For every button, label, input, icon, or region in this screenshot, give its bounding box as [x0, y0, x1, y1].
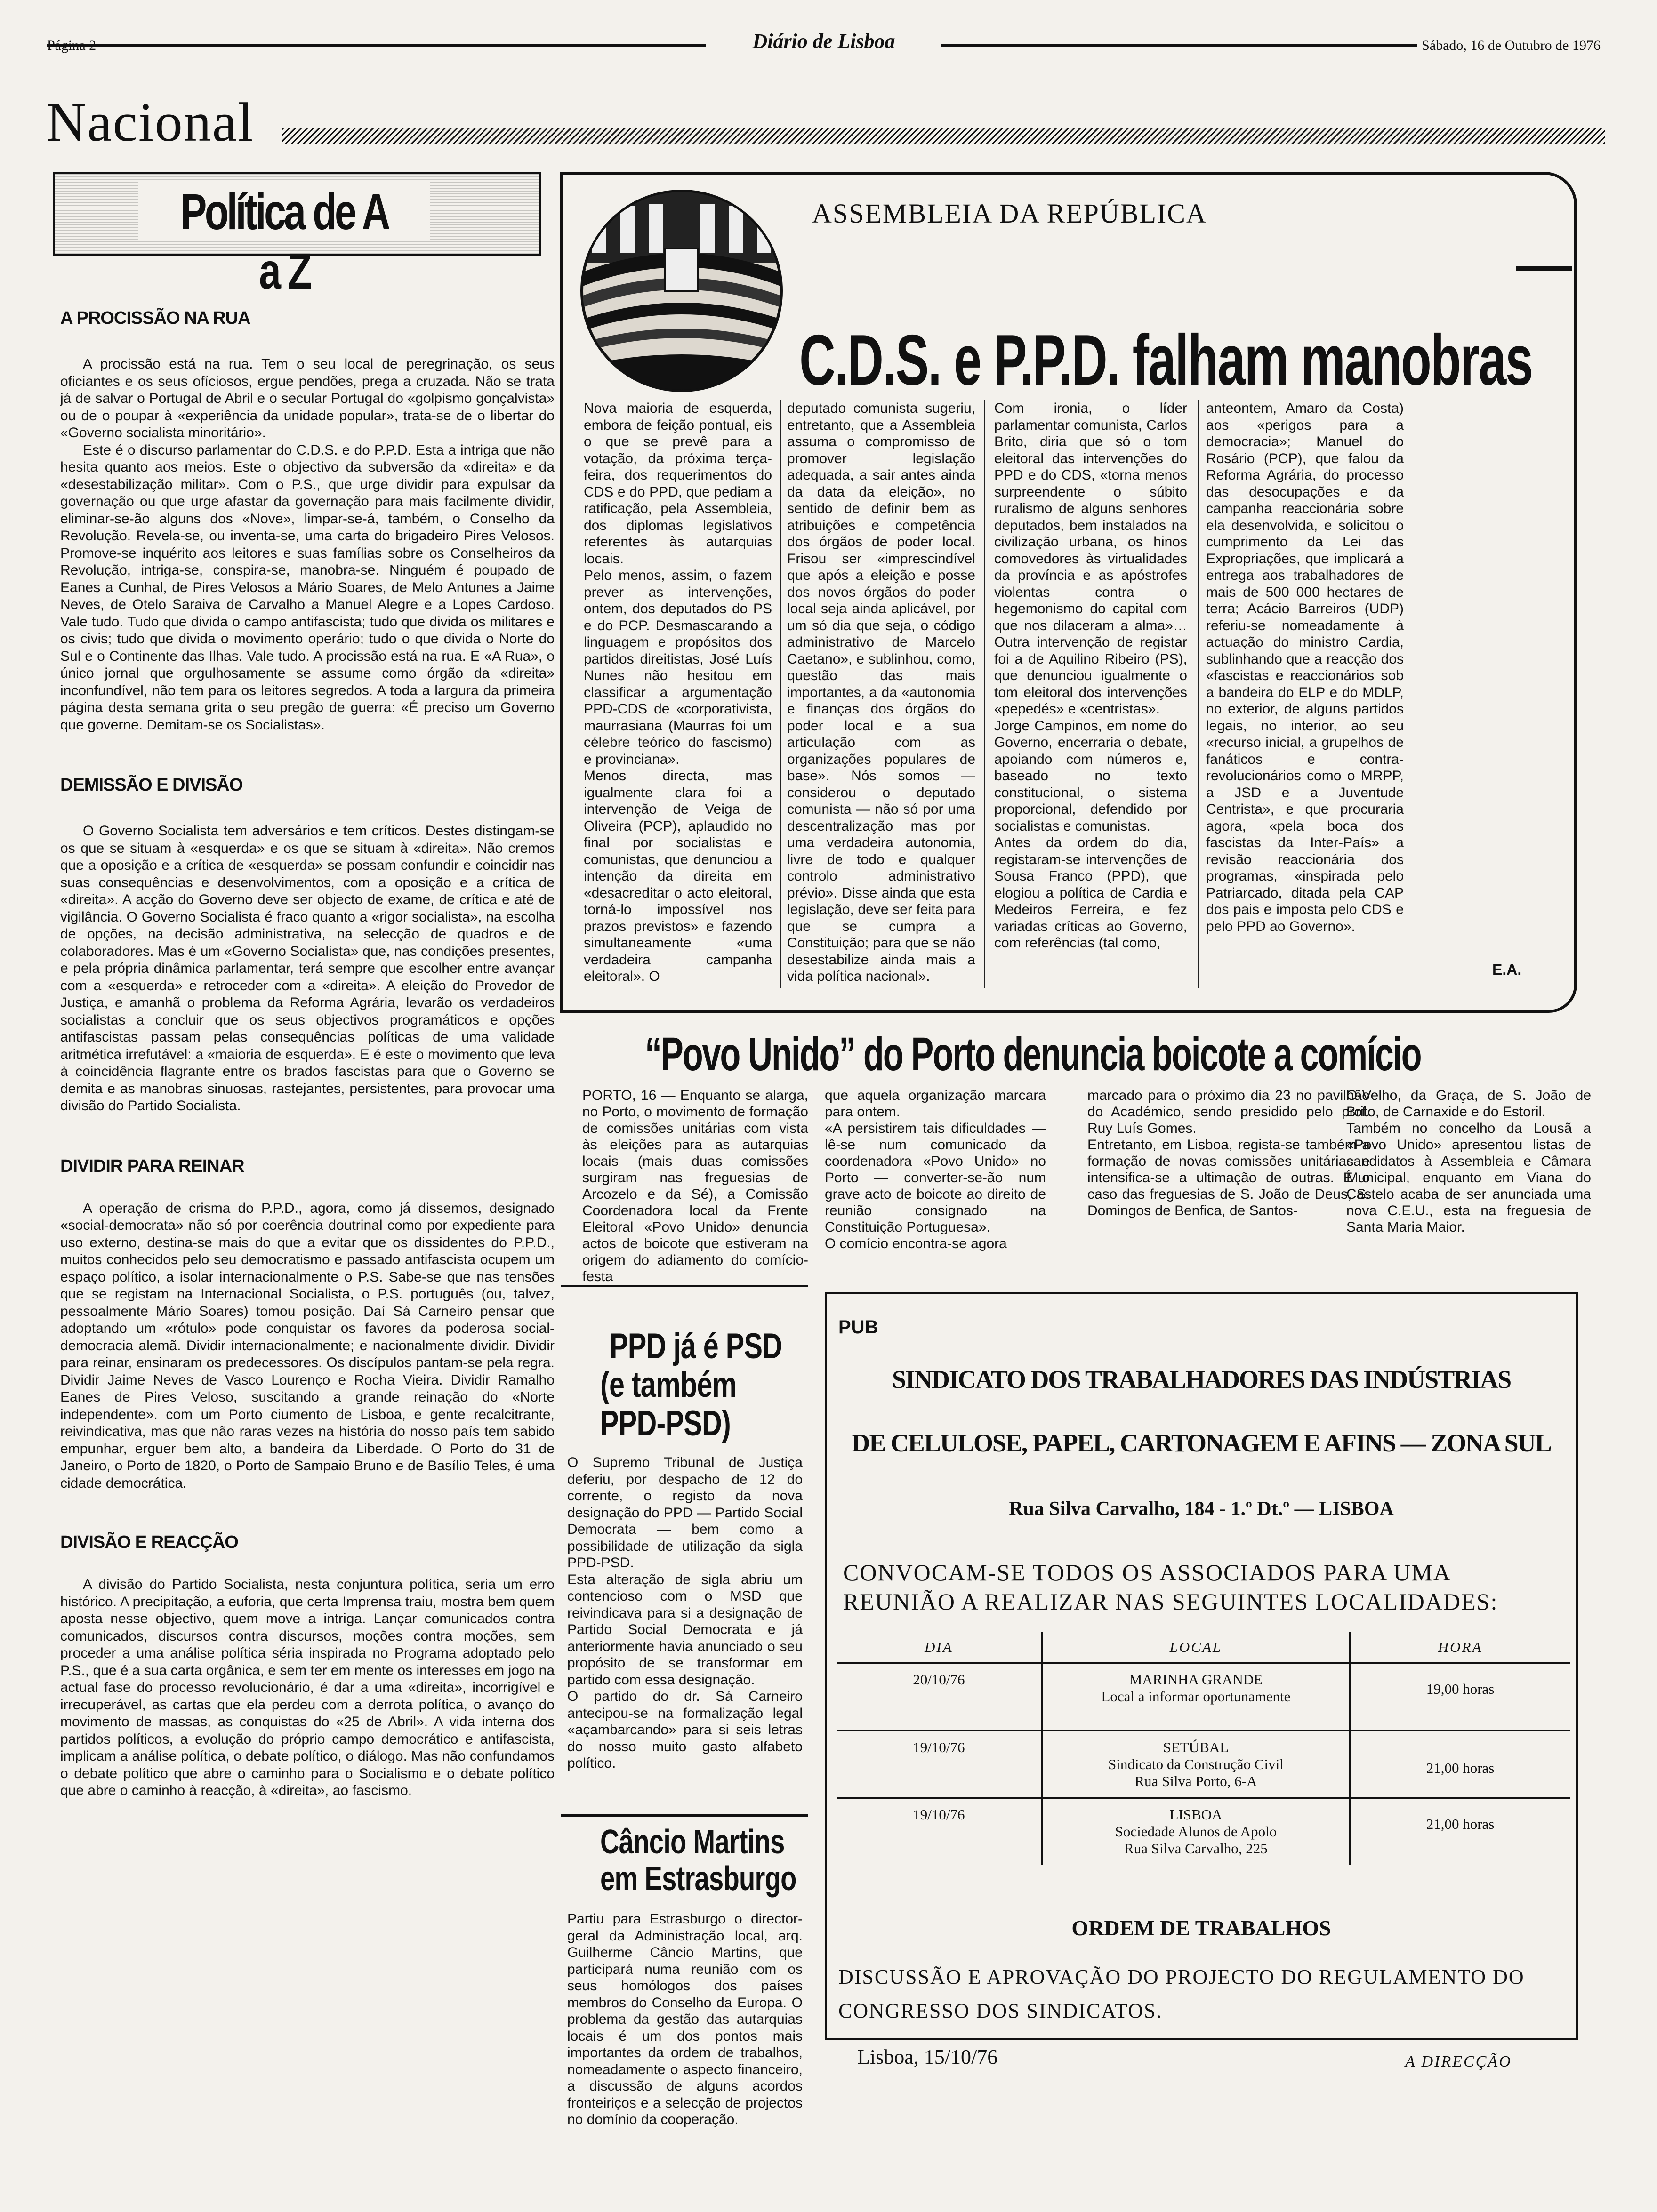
- row-dia: 19/10/76: [837, 1798, 1042, 1865]
- paragraph: A procissão está na rua. Tem o seu local de peregrinação, os seus oficiantes e os seus ofíciosos, ergue pendões, prega a cruzada. Não se trata já de salvar o Portugal de Abril e o secular Portugal do «golpismo gonçalvista» ou de o poupar à «experiência da unidade popular», trata-se de o libertar do «Governo socialista minoritário».: [60, 356, 555, 441]
- assembleia-kicker: ASSEMBLEIA DA REPÚBLICA: [812, 198, 1207, 229]
- section-dividir: [60, 1156, 555, 1492]
- table-row: [837, 1731, 1570, 1798]
- table-header: DIA: [837, 1632, 1042, 1663]
- paragraph: Este é o discurso parlamentar do C.D.S. e do P.P.D. Esta a intriga que não hesita quanto aos meios. Este o objectivo da subversão da «direita» e da «desestabilização militar». Com o P.S., que urge dividir para expulsar da governação ou que urge afastar da governação para mais facilmente dividir, eliminar-se-ão alguns dos «Nove», limpar-se-á, também, o Conselho da Revolução. Revela-se, ou inventa-se, uma carta do brigadeiro Pires Velosos. Promove-se inquérito aos leitores e suas famílias sobre os Conselheiros da Revolução, intriga-se, conspira-se, manobra-se. Ninguém é poupado de Eanes a Cunhal, de Pires Velosos a Mário Soares, de Melo Antunes a Jaime Neves, de Otelo Saraiva de Carvalho a Manuel Alegre e a Lopes Cardoso. Vale tudo. Tudo que divida o campo antifascista; tudo que divida os militares e os civis; tudo que divida o movimento operário; tudo o que divida o Norte do Sul e o Continente das Ilhas. Vale tudo. A procissão está na rua. E «A Rua», o único jornal que orgulhosamente se assume como órgão da «direita» inconfundível, não tem para os leitores segredos. A toda a largura da primeira página desta semana grita o seu pregão de guerra: «É preciso um Governo que governe. Demitam-se os Socialistas».: [60, 442, 555, 733]
- union-address: Rua Silva Carvalho, 184 - 1.º Dt.º — LISBOA: [1009, 1498, 1394, 1520]
- row-local-sub: Rua Silva Carvalho, 225: [1124, 1840, 1268, 1857]
- section-heading: A PROCISSÃO NA RUA: [60, 308, 250, 328]
- meeting-table: [837, 1632, 1570, 1865]
- section-procissao: [60, 308, 555, 734]
- row-local-title: MARINHA GRANDE: [1129, 1671, 1263, 1688]
- section-title: Nacional: [46, 91, 254, 153]
- kicker-rule: [1516, 266, 1572, 271]
- union-name-line2: DE CELULOSE, PAPEL, CARTONAGEM E AFINS — ZONA SUL: [852, 1429, 1551, 1457]
- section-heading: DIVIDIR PARA REINAR: [60, 1156, 244, 1176]
- row-local-sub: Rua Silva Porto, 6-A: [1134, 1773, 1257, 1789]
- row-local-title: LISBOA: [1169, 1806, 1223, 1823]
- row-dia: 19/10/76: [837, 1731, 1042, 1798]
- agenda-text: DISCUSSÃO E APROVAÇÃO DO PROJECTO DO REGULAMENTO DO CONGRESSO DOS SINDICATOS.: [838, 1965, 1525, 2022]
- section-demissao: [60, 775, 555, 1115]
- table-header: HORA: [1350, 1632, 1570, 1663]
- politica-banner-box: [53, 172, 541, 299]
- povo-col-2: que aquela organização marcara para ontem. «A persistirem tais dificuldades — lê-se num comunicado da coordenadora «Povo Unido» no Porto — converter-se-ão num grave acto de boicote ao direito de reunião consignado na Constituição Portuguesa». O comício encontra-se agora: [825, 1088, 1046, 1251]
- row-local-sub: Sindicato da Construção Civil: [1108, 1756, 1284, 1772]
- left-column: [60, 308, 555, 1800]
- section-divisao: [60, 1532, 555, 1800]
- column-divider: [1198, 400, 1199, 988]
- assembleia-col-1: Nova maioria de esquerda, embora de feição pontual, eis o que se prevê para a votação, da próxima terça-feira, dos requerimentos do CDS e do PPD, que pediam a ratificação, pela Assembleia, dos diplomas legislativos referentes às autarquias locais. Pelo menos, assim, o fazem prever as intervenções, ontem, dos deputados do PS e do PCP. Desmascarando a linguagem e propósitos dos partidos direitistas, José Luís Nunes não hesitou em classificar a argumentação PPD-CDS de «corporativista, maurrasiana (Maurras foi um célebre teórico do fascismo) e provinciana». Menos directa, mas igualmente clara foi a intervenção de Veiga de Oliveira (PCP), aplaudido no final por socialistas e comunistas, que denunciou a intenção da direita em «desacreditar o acto eleitoral, torná-lo impossível nos prazos previstos» e fazendo simultaneamente «uma verdadeira campanha eleitoral». O: [584, 401, 772, 984]
- section-hatch-rule: [282, 128, 1605, 144]
- povo-col-3: marcado para o próximo dia 23 no pavilhão do Académico, sendo presidido pelo prof. Ruy Luís Gomes. Entretanto, em Lisboa, regista-se também a formação de novas comissões unitárias e intensifica-se a ultimação de outras. É o caso das freguesias de S. João de Deus, S. Domingos de Benfica, de Santos-: [1087, 1088, 1370, 1218]
- ppd-top-rule: [561, 1285, 808, 1287]
- row-local-title: SETÚBAL: [1163, 1739, 1229, 1755]
- table-row: [837, 1798, 1570, 1865]
- issue-date: Sábado, 16 de Outubro de 1976: [1417, 38, 1601, 54]
- pub-tag: PUB: [838, 1317, 878, 1338]
- agenda-title: ORDEM DE TRABALHOS: [1071, 1916, 1331, 1940]
- assembleia-col-4: anteontem, Amaro da Costa) aos «perigos para a democracia»; Manuel do Rosário (PCP), que falou da Reforma Agrária, do processo das desocupações e da campanha reaccionária sobre ela desenvolvida, e solicitou o cumprimento da Lei das Expropriações, que implicará a entrega aos trabalhadores de mais de 500 000 hectares de terra; Acácio Barreiros (UDP) referiu-se nomeadamente à actuação do ministro Cardia, sublinhando que a reacção dos «fascistas e reaccionários sob a bandeira do ELP e do MDLP, no exterior, de alguns partidos legais, no interior, ao seu «recurso inicial, a grupelhos de fanáticos e contra-revolucionários como o MRPP, a JSD e a Juventude Centrista», e que procuraria agora, «pela boca dos fascistas da Inter-País» a revisão reaccionária dos programas, «inspirada pelo Patriarcado, ditada pela CAP dos pais e imposta pelo CDS e pelo PPD ao Governo».: [1206, 401, 1404, 934]
- povo-col-1: PORTO, 16 — Enquanto se alarga, no Porto, o movimento de formação de comissões unitárias com vista às eleições para as autarquias locais (mais duas comissões surgiram nas freguesias de Arcozelo e da Sé), a Comissão Coordenadora local da Frente Eleitoral «Povo Unido» denuncia actos de boicote que estiveram na origem do adiamento do comício-festa: [582, 1088, 808, 1284]
- union-name-line1: SINDICATO DOS TRABALHADORES DAS INDÚSTRIAS: [892, 1365, 1511, 1394]
- povo-col-4: O-Velho, da Graça, de S. João de Brito, de Carnaxide e do Estoril. Também no concelho da Lousã a «Povo Unido» apresentou listas de candidatos à Assembleia e Câmara Municipal, enquanto em Viana do Castelo acaba de ser anunciada uma nova C.E.U., esta na freguesia de Santa Maria Maior.: [1346, 1088, 1591, 1235]
- assembleia-signature: E.A.: [1492, 961, 1522, 978]
- page-label: Página 2: [47, 38, 97, 53]
- paragraph: O Governo Socialista tem adversários e tem críticos. Destes distingam-se os que se situam à «esquerda» e os que se situam à «direita». Não cremos que a oposição e a crítica de «esquerda» se possam confundir e coincidir nas suas consequências e desenvolvimentos, com a oposição e a crítica de «direita». A acção do Governo deve ser objecto de exame, de crítica e até de vigilância. O Governo Socialista é fraco quanto a «rigor socialista», na escolha de opções, na decisão administrativa, na selecção de quadros e de colaboradores. Mas é um «Governo Socialista» que, nas condições presentes, e pela própria dinâmica parlamentar, terá sempre que escolher entre avançar com a «esquerda» e retroceder com a «direita». A eleição do Provedor de Justiça, e amanhã o problema da Reforma Agrária, levarão os verdadeiros socialistas a concluir que os seus objectivos programáticos e opções antifascistas passam pelas consequências políticas de uma validade aritmética irrefutável: a «maioria de esquerda». E é este o movimento que leva à coincidência flagrante entre os brados fascistas para que o Governo se demita e as manobras sinuosas, rastejantes, persistentes, para provocar uma divisão do Partido Socialista.: [60, 823, 555, 1114]
- row-dia: 20/10/76: [837, 1663, 1042, 1731]
- column-divider: [780, 400, 781, 988]
- povo-unido-headline: “Povo Unido” do Porto denuncia boicote a comício: [645, 1028, 1421, 1081]
- cancio-top-rule: [561, 1814, 808, 1817]
- row-local-sub: Local a informar oportunamente: [1101, 1688, 1291, 1705]
- ppd-headline: PPD já é PSD (e também PPD-PSD): [600, 1326, 782, 1443]
- row-hora: 21,00 horas: [1350, 1798, 1570, 1865]
- section-heading: DIVISÃO E REACÇÃO: [60, 1532, 238, 1552]
- cancio-headline: Câncio Martins em Estrasburgo: [600, 1823, 796, 1898]
- section-heading: DEMISSÃO E DIVISÃO: [60, 775, 243, 795]
- parliament-chamber-image: [564, 178, 799, 399]
- paper-name: Diário de Lisboa: [706, 29, 941, 53]
- pub-signed: A DIRECÇÃO: [1405, 2053, 1512, 2070]
- assembleia-col-2: deputado comunista sugeriu, entretanto, que a Assembleia assuma o compromisso de promover legislação adequada, a sair antes ainda da data da eleição», no sentido de definir bem as atribuições e competência dos órgãos de poder local. Frisou ser «imprescindível que após a eleição e posse dos novos órgãos do poder local seja ainda aplicável, por um só dia que seja, o código administrativo de Marcelo Caetano», e sublinhou, como, questão das mais importantes, a da «autonomia e finanças dos órgãos do poder local e a sua articulação com as organizações populares de base». Nós somos — considerou o deputado comunista — não só por uma descentralização mas por uma verdadeira autonomia, livre de todo e qualquer controlo administrativo prévio». Disse ainda que esta legislação, deve ser feita para que se cumpra a Constituição; para que se não desestabilize ainda mais a vida política nacional».: [787, 401, 975, 984]
- cancio-body: Partiu para Estrasburgo o director-geral da Administração local, arq. Guilherme Câncio Martins, que participará numa reunião com os seus homólogos dos países membros do Conselho da Europa. O problema da gestão das autarquias locais é um dos pontos mais importantes da ordem de trabalhos, nomeadamente o aspecto financeiro, a discussão de alguns acordos fronteiriços e a selecção de projectos no domínio da cooperação.: [567, 1911, 803, 2127]
- politica-banner-title: Política de A a Z: [180, 183, 388, 299]
- paragraph: A operação de crisma do P.P.D., agora, como já dissemos, designado «social-democrata» não só por coerência doutrinal como por expediente para uso externo, destina-se mais do que a evitar que os dissidentes do P.P.D., muitos conhecidos pelo seu democratismo e passado antifascista ocupem um espaço político, a isolar internacionalmente o P.S. Sabe-se que nas tensões que se registam na Internacional Socialista, o P.S. português (ou, talvez, pessoalmente Mário Soares) tomou posição. Daí Sá Carneiro pensar que adoptando um «rótulo» pode conquistar os favores da poderosa social-democracia alemã. Dividir internacionalmente; e nacionalmente dividir. Dividir para reinar, ensinaram os predecessores. Os discípulos pantam-se pela regra. Dividir Jaime Neves de Vasco Lourenço e Rocha Vieira. Dividir Ramalho Eanes de Pires Veloso, suscitando a grande reinação do «Norte independente». com um Porto ciumento de Lisboa, e gente recalcitrante, reivindicativa, mas que não raras vezes na história do nosso país tem sabido empunhar, erguer bem alto, a bandeira da Liberdade. O Porto do 31 de Janeiro, o Porto de 1820, o Porto de Sampaio Bruno e de Basílio Teles, é uma cidade democrática.: [60, 1200, 555, 1491]
- row-hora: 19,00 horas: [1350, 1663, 1570, 1731]
- table-header: LOCAL: [1042, 1632, 1350, 1663]
- place-date: Lisboa, 15/10/76: [857, 2045, 998, 2068]
- ppd-body: O Supremo Tribunal de Justiça deferiu, por despacho de 12 do corrente, o registo da nova designação do PPD — Partido Social Democrata — bem como a possibilidade de utilização da sigla PPD-PSD. Esta alteração de sigla abriu um contencioso com o MSD que reivindicava para si a designação de Partido Social Democrata e já anteriormente havia anunciado o seu propósito de se transformar em partido com essa designação. O partido do dr. Sá Carneiro antecipou-se na formalização legal «açambarcando» para si seis letras do nosso muito gasto alfabeto político.: [567, 1455, 803, 1771]
- column-divider: [984, 400, 985, 988]
- row-hora: 21,00 horas: [1350, 1731, 1570, 1798]
- assembleia-col-3: Com ironia, o líder parlamentar comunista, Carlos Brito, diria que só o tom eleitoral das intervenções do PPD e do CDS, «torna menos surpreendente o súbito ruralismo de alguns senhores deputados, bem instalados na civilização urbana, os hinos comovedores às virtualidades da província e as apóstrofes violentas contra o hegemonismo do capital com que nos dilaceram a alma»… Outra intervenção de registar foi a de Aquilino Ribeiro (PS), que denunciou igualmente o tom eleitoral dos intervenções «pepedés» e «centristas». Jorge Campinos, em nome do Governo, encerraria o debate, apoiando com números e, baseado no texto constitucional, o sistema proporcional, defendido por socialistas e comunistas. Antes da ordem do dia, registaram-se intervenções de Sousa Franco (PPD), que elogiou a política de Cardia e Medeiros Ferreira, e fez variadas críticas ao Governo, com referências (tal como,: [994, 401, 1187, 951]
- parliament-chamber-icon: [564, 178, 799, 399]
- table-row: [837, 1663, 1570, 1731]
- paragraph: A divisão do Partido Socialista, nesta conjuntura política, seria um erro histórico. A precipitação, a euforia, que certa Imprensa traiu, mostra bem quem aposta nesse objectivo, quem move a intriga. Lançar comunicados contra comunicados, discursos contra discursos, moções contra moções, sem proceder a uma análise política séria inspirada no Programa adoptado pelo P.S., que é a sua carta orgânica, e sem ter em mente os interesses em jogo na actual fase do processo revolucionário, é dar a uma «direita», incorrigível e irrecuperável, as cartas que ela perdeu com a derrota política, o avanço do movimento de massas, as conquistas do «25 de Abril». A vida interna dos partidos políticos, a evolução do próprio campo democrático e antifascista, implicam a análise política, o debate político, o diálogo. Mas não confundamos o debate político que abre o caminho para o Socialismo e o debate político que abre o caminho à reacção, à «direita», ao fascismo.: [60, 1577, 555, 1798]
- assembleia-headline: C.D.S. e P.P.D. falham manobras: [799, 320, 1533, 400]
- meeting-table-wrap: [837, 1632, 1570, 1865]
- row-local-sub: Sociedade Alunos de Apolo: [1115, 1823, 1277, 1840]
- convocation-text: CONVOCAM-SE TODOS OS ASSOCIADOS PARA UMA REUNIÃO A REALIZAR NAS SEGUINTES LOCALIDADES:: [843, 1559, 1498, 1615]
